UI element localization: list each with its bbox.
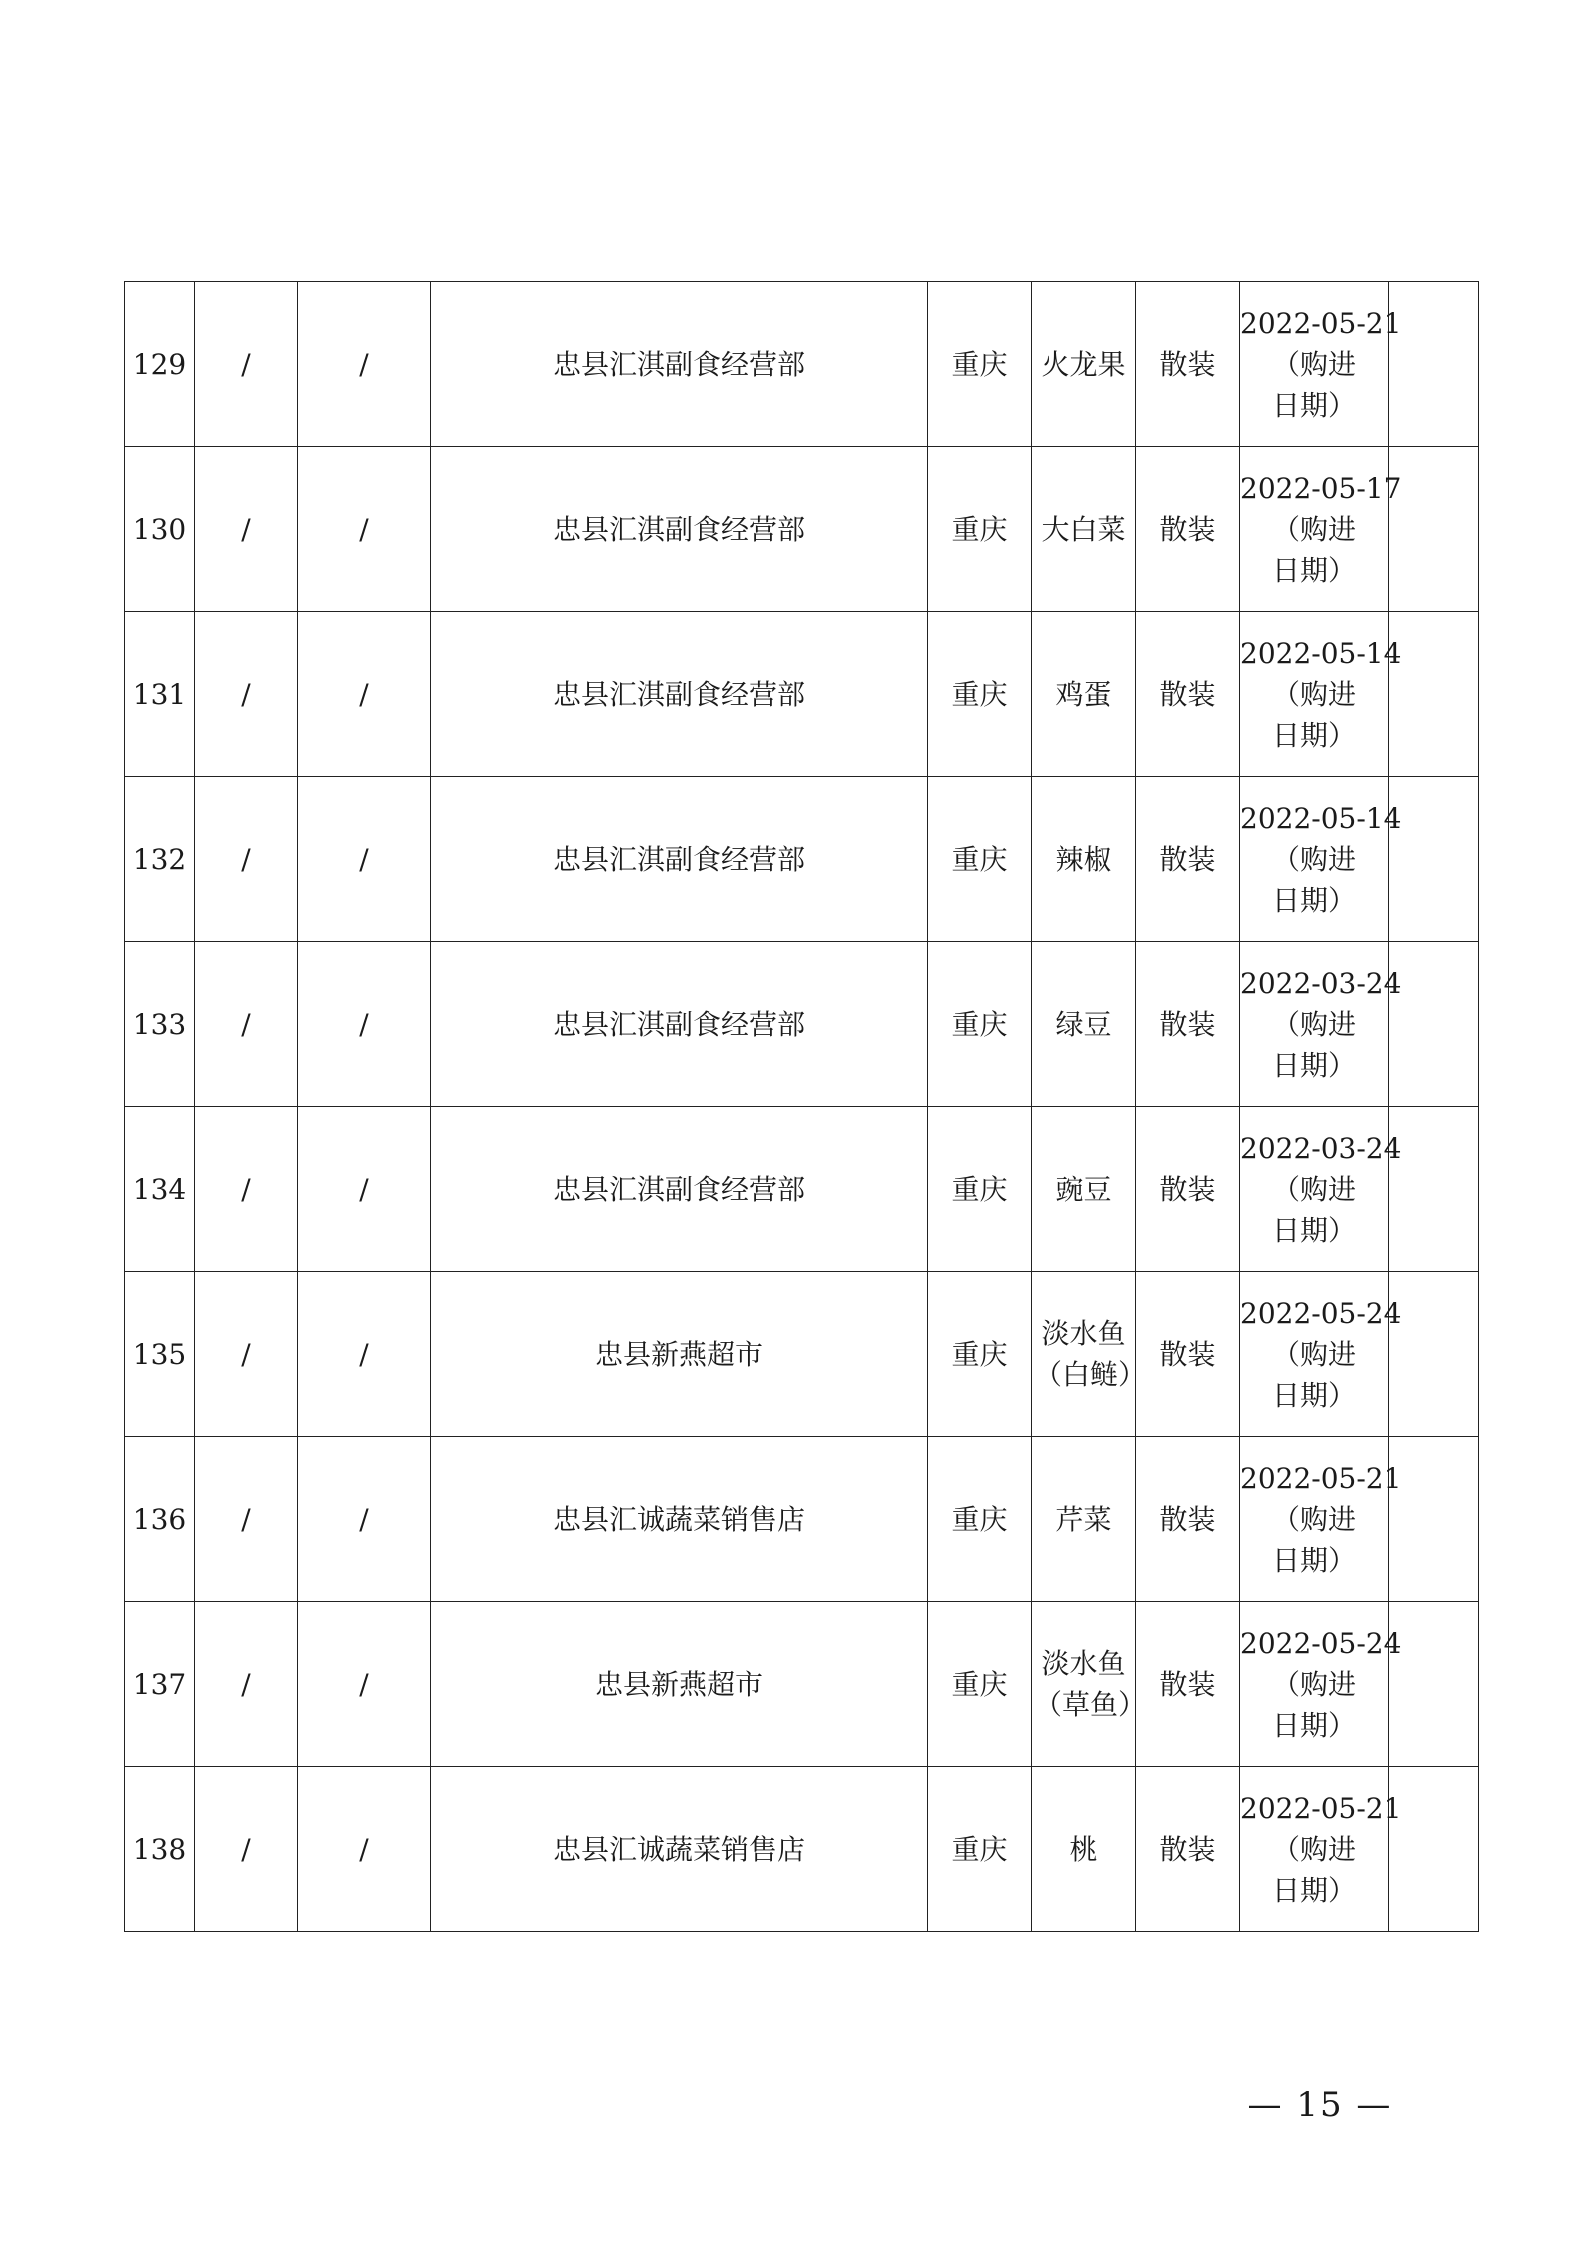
product-name: 大白菜 xyxy=(1041,512,1126,546)
date-value: 2022-05-24 xyxy=(1240,1626,1402,1660)
packaging-cell: 散装 xyxy=(1136,777,1240,942)
region-cell: 重庆 xyxy=(928,282,1032,447)
extra-cell xyxy=(1389,1437,1479,1602)
code-cell: / xyxy=(195,1272,298,1437)
packaging-cell: 散装 xyxy=(1136,1602,1240,1767)
extra-cell xyxy=(1389,447,1479,612)
date-value: 2022-05-21 xyxy=(1240,1791,1402,1825)
spec-cell: / xyxy=(298,1272,431,1437)
date-note: （购进日期） xyxy=(1271,1502,1356,1577)
spec-cell: / xyxy=(298,1107,431,1272)
spec-cell: / xyxy=(298,1437,431,1602)
product-cell xyxy=(1032,1602,1147,1767)
product-cell xyxy=(1032,942,1136,1107)
product-name: 绿豆 xyxy=(1055,1007,1112,1041)
table-row xyxy=(125,447,1479,612)
product-name: 芹菜 xyxy=(1055,1502,1112,1536)
product-name: 豌豆 xyxy=(1055,1172,1112,1206)
extra-cell xyxy=(1389,942,1479,1107)
product-cell xyxy=(1032,282,1136,447)
row-number-cell: 133 xyxy=(125,942,195,1107)
date-cell xyxy=(1240,1272,1402,1437)
packaging-cell: 散装 xyxy=(1136,1272,1240,1437)
company-cell: 忠县汇淇副食经营部 xyxy=(431,1107,928,1272)
date-cell xyxy=(1240,777,1402,942)
row-number-cell: 138 xyxy=(125,1767,195,1932)
spec-cell: / xyxy=(298,612,431,777)
date-note: （购进日期） xyxy=(1271,1172,1356,1247)
date-value: 2022-05-24 xyxy=(1240,1296,1402,1330)
date-value: 2022-05-21 xyxy=(1240,306,1402,340)
product-cell xyxy=(1032,612,1136,777)
region-cell: 重庆 xyxy=(928,942,1032,1107)
company-cell: 忠县汇诚蔬菜销售店 xyxy=(431,1437,928,1602)
table-row xyxy=(125,282,1479,447)
spec-cell: / xyxy=(298,777,431,942)
region-cell: 重庆 xyxy=(928,1602,1032,1767)
code-cell: / xyxy=(195,282,298,447)
table-row xyxy=(125,1767,1479,1932)
code-cell: / xyxy=(195,447,298,612)
product-name: 桃 xyxy=(1069,1832,1098,1866)
date-value: 2022-03-24 xyxy=(1240,1131,1402,1165)
date-value: 2022-05-21 xyxy=(1240,1461,1402,1495)
row-number-cell: 131 xyxy=(125,612,195,777)
code-cell: / xyxy=(195,1107,298,1272)
date-cell xyxy=(1240,282,1402,447)
extra-cell xyxy=(1389,282,1479,447)
company-cell: 忠县汇淇副食经营部 xyxy=(431,612,928,777)
region-cell: 重庆 xyxy=(928,447,1032,612)
row-number-cell: 136 xyxy=(125,1437,195,1602)
product-cell xyxy=(1032,1107,1136,1272)
spec-cell: / xyxy=(298,942,431,1107)
company-cell: 忠县汇淇副食经营部 xyxy=(431,282,928,447)
spec-cell: / xyxy=(298,282,431,447)
product-cell xyxy=(1032,1272,1147,1437)
table-body xyxy=(125,282,1479,1932)
code-cell: / xyxy=(195,777,298,942)
table-row xyxy=(125,612,1479,777)
row-number-cell: 132 xyxy=(125,777,195,942)
product-name: 火龙果 xyxy=(1041,347,1126,381)
date-note: （购进日期） xyxy=(1271,1832,1356,1907)
code-cell: / xyxy=(195,1437,298,1602)
date-cell xyxy=(1240,1437,1402,1602)
date-cell xyxy=(1240,1602,1402,1767)
product-cell xyxy=(1032,1767,1136,1932)
region-cell: 重庆 xyxy=(928,612,1032,777)
row-number-cell: 137 xyxy=(125,1602,195,1767)
date-note: （购进日期） xyxy=(1271,347,1356,422)
date-cell xyxy=(1240,942,1402,1107)
table-row xyxy=(125,1107,1479,1272)
row-number-cell: 129 xyxy=(125,282,195,447)
company-cell: 忠县汇淇副食经营部 xyxy=(431,777,928,942)
packaging-cell: 散装 xyxy=(1136,1107,1240,1272)
date-cell xyxy=(1240,612,1402,777)
packaging-cell: 散装 xyxy=(1136,1437,1240,1602)
extra-cell xyxy=(1389,612,1479,777)
region-cell: 重庆 xyxy=(928,1272,1032,1437)
product-cell xyxy=(1032,777,1136,942)
date-note: （购进日期） xyxy=(1271,1337,1356,1412)
company-cell: 忠县汇诚蔬菜销售店 xyxy=(431,1767,928,1932)
date-note: （购进日期） xyxy=(1271,512,1356,587)
date-value: 2022-05-14 xyxy=(1240,636,1402,670)
region-cell: 重庆 xyxy=(928,777,1032,942)
extra-cell xyxy=(1389,777,1479,942)
table-row xyxy=(125,1272,1479,1437)
date-note: （购进日期） xyxy=(1271,677,1356,752)
packaging-cell: 散装 xyxy=(1136,447,1240,612)
code-cell: / xyxy=(195,612,298,777)
company-cell: 忠县汇淇副食经营部 xyxy=(431,447,928,612)
date-value: 2022-05-17 xyxy=(1240,471,1402,505)
product-name: 辣椒 xyxy=(1055,842,1112,876)
product-name: 淡水鱼（白鲢） xyxy=(1034,1317,1147,1391)
region-cell: 重庆 xyxy=(928,1437,1032,1602)
extra-cell xyxy=(1389,1767,1479,1932)
code-cell: / xyxy=(195,1602,298,1767)
product-name: 淡水鱼（草鱼） xyxy=(1034,1647,1147,1721)
spec-cell: / xyxy=(298,1767,431,1932)
row-number-cell: 130 xyxy=(125,447,195,612)
page-number: — 15 — xyxy=(1247,2085,1393,2125)
product-name: 鸡蛋 xyxy=(1055,677,1112,711)
date-cell xyxy=(1240,447,1402,612)
date-value: 2022-03-24 xyxy=(1240,966,1402,1000)
company-cell: 忠县新燕超市 xyxy=(431,1602,928,1767)
date-cell xyxy=(1240,1767,1402,1932)
date-cell xyxy=(1240,1107,1402,1272)
code-cell: / xyxy=(195,1767,298,1932)
region-cell: 重庆 xyxy=(928,1767,1032,1932)
spec-cell: / xyxy=(298,1602,431,1767)
spec-cell: / xyxy=(298,447,431,612)
inspection-table xyxy=(124,281,1479,1932)
row-number-cell: 135 xyxy=(125,1272,195,1437)
code-cell: / xyxy=(195,942,298,1107)
table-row xyxy=(125,942,1479,1107)
extra-cell xyxy=(1389,1272,1479,1437)
date-note: （购进日期） xyxy=(1271,1667,1356,1742)
extra-cell xyxy=(1389,1602,1479,1767)
product-cell xyxy=(1032,447,1136,612)
packaging-cell: 散装 xyxy=(1136,282,1240,447)
date-note: （购进日期） xyxy=(1271,1007,1356,1082)
packaging-cell: 散装 xyxy=(1136,612,1240,777)
product-cell xyxy=(1032,1437,1136,1602)
table-row xyxy=(125,1437,1479,1602)
date-value: 2022-05-14 xyxy=(1240,801,1402,835)
date-note: （购进日期） xyxy=(1271,842,1356,917)
extra-cell xyxy=(1389,1107,1479,1272)
company-cell: 忠县汇淇副食经营部 xyxy=(431,942,928,1107)
row-number-cell: 134 xyxy=(125,1107,195,1272)
packaging-cell: 散装 xyxy=(1136,1767,1240,1932)
packaging-cell: 散装 xyxy=(1136,942,1240,1107)
region-cell: 重庆 xyxy=(928,1107,1032,1272)
table-row xyxy=(125,1602,1479,1767)
table-row xyxy=(125,777,1479,942)
company-cell: 忠县新燕超市 xyxy=(431,1272,928,1437)
